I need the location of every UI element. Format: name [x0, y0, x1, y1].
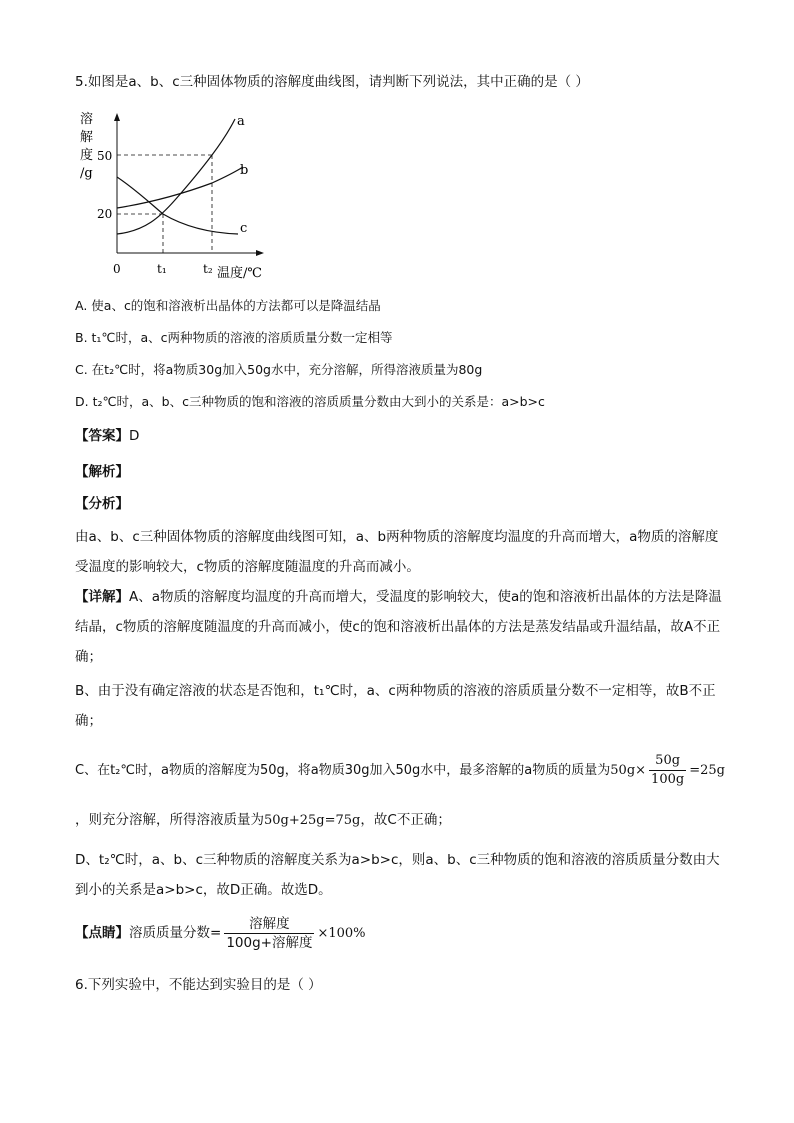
option-a: A. 使a、c的饱和溶液析出晶体的方法都可以是降温结晶 [75, 298, 381, 313]
analysis-label: 【解析】 [75, 464, 129, 480]
xiangjie-b-paragraph: B、由于没有确定溶液的状态是否饱和，t₁℃时，a、c两种物质的溶液的溶质质量分数不一定相等，故B不正确； [75, 683, 716, 729]
answer-line [75, 426, 139, 446]
curve-b [117, 167, 243, 208]
option-b: B. t₁℃时，a、c两种物质的溶液的溶质质量分数一定相等 [75, 330, 393, 345]
fenxi-paragraph: 由a、b、c三种固体物质的溶解度曲线图可知，a、b两种物质的溶解度均温度的升高而增大，a物质的溶解度受温度的影响较大，c物质的溶解度随温度的升高而减小。 [75, 529, 719, 575]
xiangjie-c-math-lhs: 50g× [610, 763, 647, 778]
xiangjie-c-fraction [649, 752, 686, 789]
tick-label-20: 20 [97, 207, 113, 221]
dianjing-tail: ×100% [317, 926, 366, 941]
y-axis-label-char-4: /g [80, 166, 93, 181]
y-axis-label-char-3: 度 [80, 148, 94, 163]
xiangjie-c-frac-den: 100g [651, 772, 685, 787]
xiangjie-c-line-1 [75, 752, 725, 789]
origin-label: 0 [113, 262, 121, 276]
dianjing-text: 溶质质量分数= [129, 925, 222, 941]
curve-label-b: b [240, 163, 249, 178]
y-axis-label-char-2: 解 [80, 130, 94, 145]
y-axis-arrow [114, 113, 120, 121]
x-axis-label: 温度/℃ [217, 266, 262, 280]
tick-label-50: 50 [97, 149, 113, 163]
option-c: C. 在t₂℃时，将a物质30g加入50g水中，充分溶解，所得溶液质量为80g [75, 362, 483, 377]
fenxi-label: 【分析】 [75, 496, 129, 512]
question-6-stem: 6.下列实验中，不能达到实验目的是（ ） [75, 977, 322, 993]
curve-c [117, 177, 238, 234]
option-d: D. t₂℃时，a、b、c三种物质的饱和溶液的溶质质量分数由大到小的关系是：a>b>c [75, 394, 545, 409]
xiangjie-c-math-rhs: =25g [689, 763, 725, 778]
tick-label-t1: t₁ [157, 262, 167, 276]
curve-a [117, 119, 235, 234]
xiangjie-c-frac-num: 50g [649, 752, 686, 771]
solubility-chart [75, 105, 275, 280]
curve-label-c: c [240, 221, 248, 236]
y-axis-label-char-1: 溶 [80, 112, 94, 127]
tick-label-t2: t₂ [203, 262, 213, 276]
dianjing-frac-num: 溶解度 [224, 915, 314, 934]
x-axis-arrow [256, 250, 264, 256]
xiangjie-c-line-2 [75, 810, 451, 831]
question-5-stem: 5.如图是a、b、c三种固体物质的溶解度曲线图，请判断下列说法，其中正确的是（ ） [75, 74, 589, 90]
dianjing-frac-den: 100g+溶解度 [226, 934, 313, 951]
answer-value: D [129, 428, 140, 444]
xiangjie-label: 【详解】 [75, 589, 129, 605]
dianjing-label: 【点睛】 [75, 925, 129, 941]
xiangjie-c-line2-a: ，则充分溶解，所得溶液质量为 [75, 812, 264, 828]
xiangjie-a-paragraph [75, 582, 725, 672]
dianjing-fraction [224, 915, 314, 952]
xiangjie-c-line2-math: 50g+25g=75g [264, 813, 361, 828]
xiangjie-c-line2-b: ，故C不正确； [360, 812, 451, 828]
dianjing-line [75, 913, 366, 954]
xiangjie-d-paragraph: D、t₂℃时，a、b、c三种物质的溶解度关系为a>b>c，则a、b、c三种物质的饱和溶液的溶质质量分数由大到小的关系是a>b>c，故D正确。故选D。 [75, 852, 720, 898]
curve-label-a: a [237, 114, 245, 129]
xiangjie-c-text: C、在t₂℃时，a物质的溶解度为50g，将a物质30g加入50g水中，最多溶解的a物质的质量为 [75, 763, 611, 778]
xiangjie-a-text: A、a物质的溶解度均温度的升高而增大，受温度的影响较大，使a的饱和溶液析出晶体的方法是降温结晶，c物质的溶解度随温度的升高而减小，使c的饱和溶液析出晶体的方法是蒸发结晶或升温结晶，故A不正确； [75, 589, 722, 665]
answer-label: 【答案】 [75, 428, 129, 444]
